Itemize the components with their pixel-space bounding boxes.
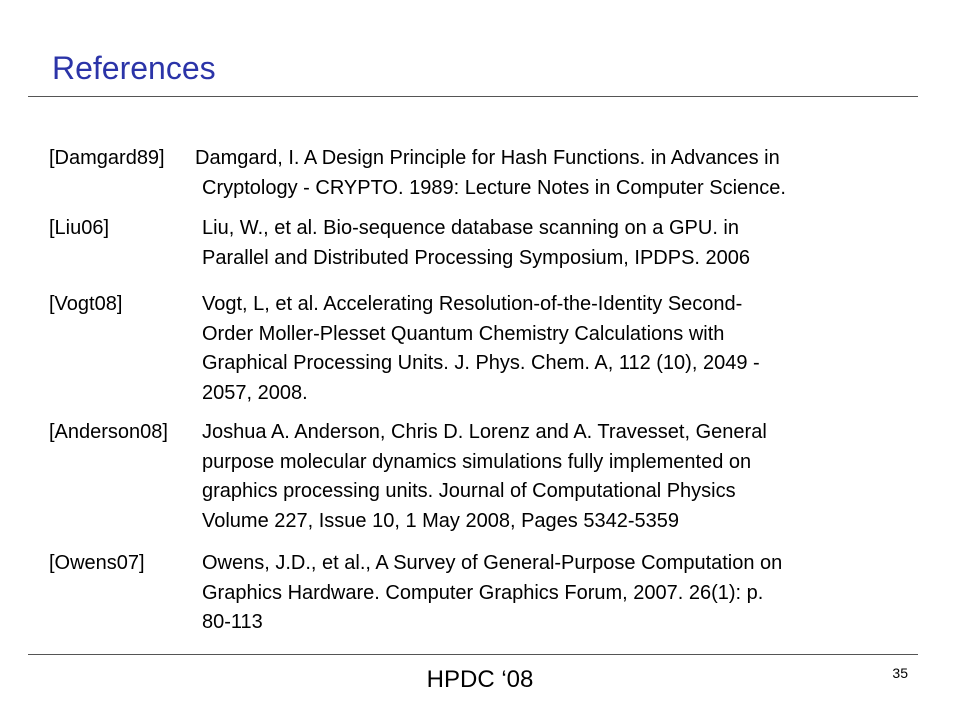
reference-line: Owens, J.D., et al., A Survey of General-Purpose Computation on (202, 552, 783, 574)
reference-line: Cryptology - CRYPTO. 1989: Lecture Notes in Computer Science. (202, 176, 786, 199)
footer-label: HPDC ‘08 (426, 666, 534, 693)
reference-text (202, 290, 902, 408)
page-number: 35 (892, 665, 908, 681)
reference-line: Graphical Processing Units. J. Phys. Chem. A, 112 (10), 2049 - (202, 352, 760, 374)
reference-line: 80-113 (202, 611, 263, 633)
reference-line: Volume 227, Issue 10, 1 May 2008, Pages 5342-5359 (202, 509, 680, 532)
reference-key: [Vogt08] (49, 293, 123, 315)
reference-text (202, 418, 902, 536)
footer-divider (28, 654, 918, 655)
page-title: References (52, 50, 216, 86)
reference-line: Parallel and Distributed Processing Symposium, IPDPS. 2006 (202, 246, 751, 269)
reference-line: Vogt, L, et al. Accelerating Resolution-of-the-Identity Second- (202, 293, 743, 315)
reference-line: graphics processing units. Journal of Computational Physics (202, 480, 736, 502)
reference-line: Graphics Hardware. Computer Graphics Forum, 2007. 26(1): p. (202, 581, 764, 604)
reference-line: Liu, W., et al. Bio-sequence database scanning on a GPU. in (202, 217, 739, 239)
reference-line: purpose molecular dynamics simulations fully implemented on (202, 450, 752, 473)
title-divider (28, 96, 918, 97)
reference-key: [Liu06] (49, 217, 110, 239)
reference-text (202, 214, 902, 273)
reference-text (195, 144, 895, 203)
reference-line: Joshua A. Anderson, Chris D. Lorenz and A. Travesset, General (202, 421, 767, 443)
reference-key: [Anderson08] (49, 421, 168, 443)
reference-line: 2057, 2008. (202, 381, 308, 404)
reference-line: Order Moller-Plesset Quantum Chemistry Calculations with (202, 322, 725, 345)
reference-key: [Owens07] (49, 552, 145, 574)
reference-key: [Damgard89] (49, 147, 165, 169)
reference-line: Damgard, I. A Design Principle for Hash Functions. in Advances in (195, 147, 780, 169)
reference-text (202, 549, 902, 638)
